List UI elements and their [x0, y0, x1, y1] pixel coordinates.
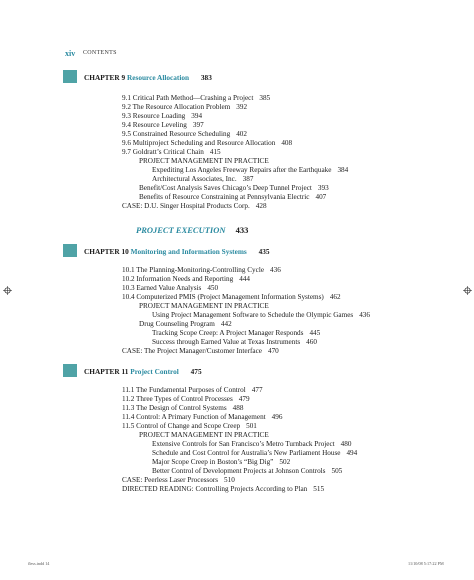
- toc-entry: [122, 395, 250, 404]
- toc-entry-page: 479: [238, 395, 250, 403]
- toc-entry-title: 9.6 Multiproject Scheduling and Resource Allocation: [122, 139, 276, 147]
- toc-entry-title: 10.2 Information Needs and Reporting: [122, 275, 234, 283]
- chapter-page: 475: [190, 367, 202, 376]
- toc-entry: [122, 413, 282, 422]
- toc-entry: [122, 275, 250, 284]
- toc-entry-title: 9.5 Constrained Resource Scheduling: [122, 130, 231, 138]
- toc-entry-page: 515: [313, 485, 325, 493]
- toc-entry-title: 10.4 Computerized PMIS (Project Management Information Systems): [122, 293, 324, 301]
- toc-entry-title: 10.3 Earned Value Analysis: [122, 284, 202, 292]
- toc-entry: [139, 302, 269, 311]
- toc-entry-title: Tracking Scope Creep: A Project Manager Responds: [152, 329, 304, 337]
- toc-entry: [139, 193, 326, 202]
- toc-entry-title: 9.7 Goldratt’s Critical Chain: [122, 148, 204, 156]
- toc-entry-title: Major Scope Creep in Boston’s “Big Dig”: [152, 458, 274, 466]
- toc-entry-title: Extensive Controls for San Francisco’s Metro Turnback Project: [152, 440, 335, 448]
- toc-entry-title: 11.4 Control: A Primary Function of Management: [122, 413, 266, 421]
- toc-entry-title: Benefits of Resource Constraining at Pennsylvania Electric: [139, 193, 310, 201]
- toc-entry-page: 392: [236, 103, 248, 111]
- toc-entry-page: 387: [242, 175, 254, 183]
- toc-entry-page: 397: [192, 121, 204, 129]
- toc-entry-title: 9.2 The Resource Allocation Problem: [122, 103, 231, 111]
- toc-entry-page: 502: [279, 458, 291, 466]
- toc-entry: [122, 386, 263, 395]
- chapter-name: Resource Allocation: [126, 73, 190, 82]
- toc-entry: [139, 431, 269, 440]
- toc-entry-page: 385: [259, 94, 271, 102]
- chapter-9-marker: [63, 70, 77, 83]
- chapter-name: Project Control: [130, 367, 179, 376]
- toc-entry-page: 494: [346, 449, 358, 457]
- toc-entry-title: 11.3 The Design of Control Systems: [122, 404, 227, 412]
- toc-entry: [122, 148, 221, 157]
- toc-entry: [122, 130, 247, 139]
- toc-entry-title: Better Control of Development Projects at Johnson Controls: [152, 467, 326, 475]
- toc-entry-title: 11.2 Three Types of Control Processes: [122, 395, 233, 403]
- chapter-11-heading: [84, 367, 202, 376]
- chapter-label: CHAPTER 9: [84, 73, 126, 82]
- toc-entry-title: 10.1 The Planning-Monitoring-Controlling Cycle: [122, 266, 265, 274]
- toc-entry: [122, 121, 204, 130]
- toc-entry-page: 415: [209, 148, 221, 156]
- toc-entry-title: Expediting Los Angeles Freeway Repairs after the Earthquake: [152, 166, 332, 174]
- toc-entry: [122, 139, 292, 148]
- toc-entry-page: 444: [239, 275, 250, 283]
- chapter-label: CHAPTER 10: [84, 247, 129, 256]
- toc-entry-page: 480: [340, 440, 352, 448]
- toc-entry-page: 496: [271, 413, 283, 421]
- chapter-10-heading: [84, 247, 270, 256]
- toc-entry-page: 436: [359, 311, 370, 319]
- registration-mark-icon: [3, 286, 12, 295]
- toc-entry-title: CASE: D.U. Singer Hospital Products Corp.: [122, 202, 250, 210]
- footer-file-slug: fless.indd 14: [28, 561, 50, 566]
- toc-entry-page: 402: [236, 130, 247, 138]
- running-head: CONTENTS: [83, 50, 117, 56]
- footer-timestamp: 11/10/08 5:17:22 PM: [408, 561, 444, 566]
- toc-entry-title: PROJECT MANAGEMENT IN PRACTICE: [139, 431, 269, 439]
- toc-entry: [122, 103, 247, 112]
- toc-entry-title: Architectural Associates, Inc.: [152, 175, 237, 183]
- toc-entry: [122, 202, 267, 211]
- toc-entry-title: Benefit/Cost Analysis Saves Chicago’s Deep Tunnel Project: [139, 184, 312, 192]
- chapter-10-marker: [63, 244, 77, 257]
- toc-entry: [152, 338, 317, 347]
- toc-entry-page: 394: [191, 112, 203, 120]
- toc-entry-title: 9.4 Resource Leveling: [122, 121, 187, 129]
- chapter-11-marker: [63, 364, 77, 377]
- toc-entry-title: CASE: Peerless Laser Processors: [122, 476, 219, 484]
- toc-entry-page: 408: [281, 139, 293, 147]
- toc-entry: [152, 458, 290, 467]
- toc-entry-page: 428: [255, 202, 267, 210]
- toc-entry-page: 445: [309, 329, 321, 337]
- toc-entry: [122, 404, 243, 413]
- toc-entry: [152, 467, 342, 476]
- toc-entry-page: 477: [251, 386, 263, 394]
- part-title: PROJECT EXECUTION: [136, 225, 226, 235]
- toc-entry-title: PROJECT MANAGEMENT IN PRACTICE: [139, 157, 269, 165]
- toc-entry-title: 9.3 Resource Loading: [122, 112, 186, 120]
- page-number-roman: xiv: [65, 49, 76, 58]
- toc-entry-page: 470: [267, 347, 279, 355]
- toc-entry-page: 442: [220, 320, 232, 328]
- toc-entry: [122, 266, 281, 275]
- toc-entry-page: 462: [329, 293, 341, 301]
- toc-entry-title: Using Project Management Software to Schedule the Olympic Games: [152, 311, 354, 319]
- toc-entry: [139, 157, 269, 166]
- part-heading: [136, 225, 248, 235]
- toc-entry-title: Drug Counseling Program: [139, 320, 215, 328]
- toc-entry-page: 384: [337, 166, 349, 174]
- toc-entry: [122, 485, 324, 494]
- toc-entry: [122, 422, 257, 431]
- toc-entry-title: DIRECTED READING: Controlling Projects According to Plan: [122, 485, 308, 493]
- chapter-9-heading: [84, 73, 212, 82]
- toc-entry: [152, 166, 348, 175]
- toc-entry-title: CASE: The Project Manager/Customer Interface: [122, 347, 262, 355]
- toc-entry: [122, 293, 341, 302]
- toc-entry: [122, 94, 270, 103]
- toc-entry-page: 436: [270, 266, 281, 274]
- part-page: 433: [235, 225, 249, 235]
- toc-entry: [122, 347, 279, 356]
- toc-entry-page: 393: [317, 184, 329, 192]
- toc-entry-title: Schedule and Cost Control for Australia’s New Parliament House: [152, 449, 341, 457]
- toc-entry: [152, 175, 253, 184]
- chapter-page: 435: [258, 247, 270, 256]
- toc-entry-page: 505: [331, 467, 343, 475]
- toc-entry-page: 450: [207, 284, 219, 292]
- toc-entry-title: 9.1 Critical Path Method—Crashing a Project: [122, 94, 254, 102]
- chapter-page: 383: [200, 73, 212, 82]
- toc-entry-title: 11.1 The Fundamental Purposes of Control: [122, 386, 246, 394]
- toc-entry: [152, 449, 357, 458]
- toc-entry-title: PROJECT MANAGEMENT IN PRACTICE: [139, 302, 269, 310]
- toc-entry-page: 407: [315, 193, 327, 201]
- toc-entry-title: 11.5 Control of Change and Scope Creep: [122, 422, 241, 430]
- registration-mark-icon: [463, 286, 472, 295]
- toc-entry-page: 460: [306, 338, 317, 346]
- toc-entry: [122, 476, 235, 485]
- chapter-label: CHAPTER 11: [84, 367, 129, 376]
- toc-entry: [139, 320, 232, 329]
- toc-entry: [122, 284, 218, 293]
- chapter-name: Monitoring and Information Systems: [130, 247, 247, 256]
- toc-entry-title: Success through Earned Value at Texas Instruments: [152, 338, 301, 346]
- toc-entry-page: 488: [232, 404, 244, 412]
- toc-entry-page: 501: [246, 422, 257, 430]
- toc-entry: [122, 112, 202, 121]
- toc-entry: [152, 329, 320, 338]
- toc-entry: [139, 184, 329, 193]
- toc-entry-page: 510: [224, 476, 235, 484]
- toc-entry: [152, 440, 351, 449]
- toc-entry: [152, 311, 370, 320]
